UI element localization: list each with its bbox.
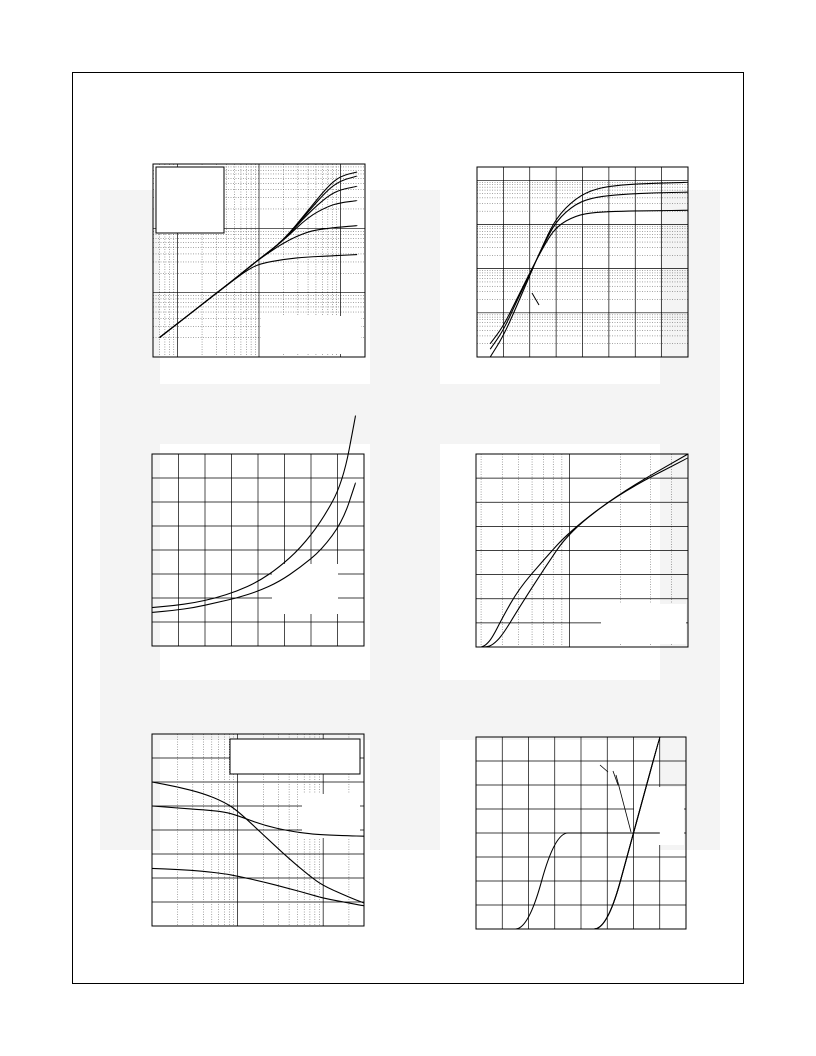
chart-6-annotation-leaders [600, 765, 631, 832]
chart-6-svg [476, 737, 686, 929]
chart-1-svg [153, 164, 365, 357]
chart-3-svg [152, 454, 364, 646]
chart-5-note-box [302, 794, 360, 838]
chart-1-note-box [261, 316, 361, 354]
chart-capacitance [152, 734, 364, 926]
chart-2-series [490, 182, 688, 357]
chart-1-legend-box [156, 167, 224, 233]
chart-2-series-line-0 [490, 210, 688, 344]
chart-4-svg [476, 454, 688, 647]
chart-transfer-characteristics [477, 167, 688, 357]
chart-2-svg [477, 167, 688, 357]
chart-6-leader-1 [600, 765, 608, 772]
chart-6-note-box [634, 787, 684, 845]
chart-5-svg [152, 734, 364, 926]
chart-6-leader-2 [613, 771, 618, 785]
chart-gate-charge [476, 737, 686, 929]
chart-4-note-box [601, 604, 686, 644]
chart-3-note-box [272, 564, 338, 614]
chart-body-diode-forward [476, 454, 688, 647]
chart-3-grid [152, 454, 364, 646]
chart-on-resistance-variation [152, 454, 364, 646]
chart-6-leader-3 [616, 775, 631, 832]
chart-2-arrow [532, 293, 539, 305]
chart-output-characteristics [153, 164, 365, 357]
chart-5-series-line-2 [152, 868, 364, 905]
chart-2-series-line-2 [490, 182, 688, 357]
chart-5-legend-box [230, 739, 360, 774]
